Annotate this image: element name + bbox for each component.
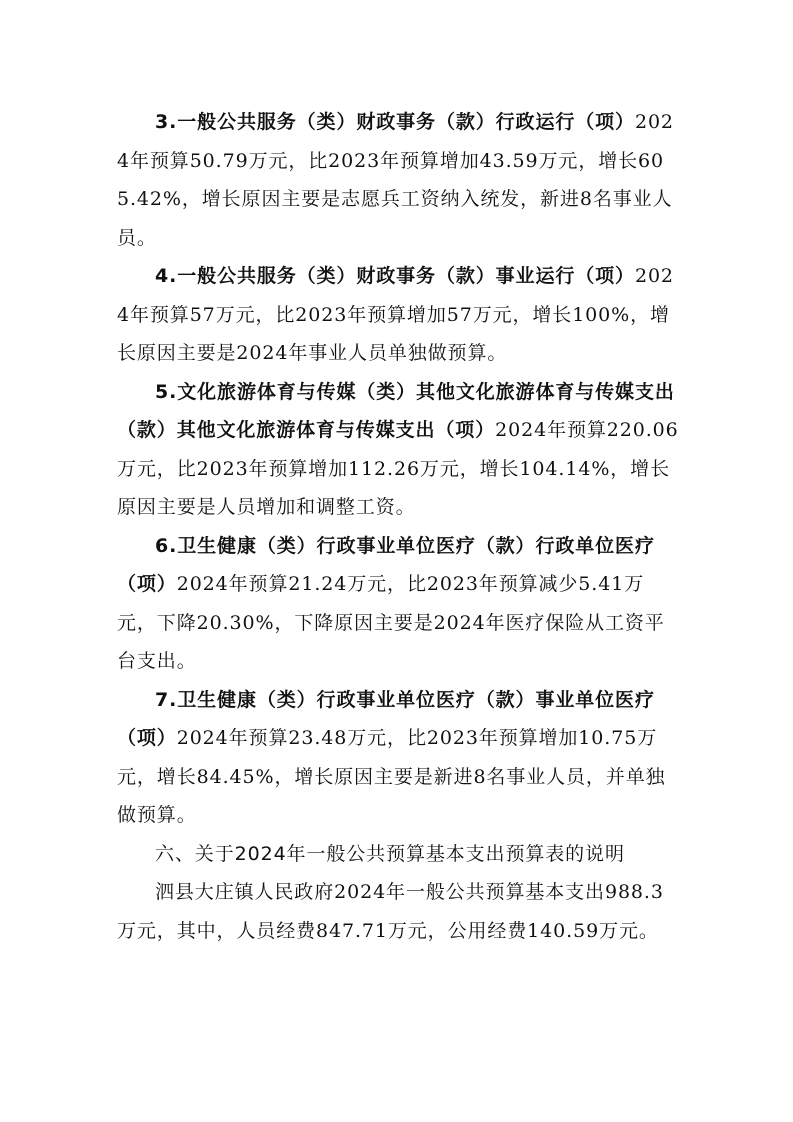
item-text: 2024年预算50.79万元，比2023年预算增加43.59万元，增长605.42%，增长原因主要是志愿兵工资纳入统发，新进8名事业人员。 bbox=[117, 111, 674, 249]
item-heading: 3.一般公共服务（类）财政事务（款）行政运行（项） bbox=[155, 111, 635, 133]
document-body bbox=[117, 103, 683, 950]
section-title: 六、关于2024年一般公共预算基本支出预算表的说明 bbox=[155, 842, 625, 865]
section-text: 泗县大庄镇人民政府2024年一般公共预算基本支出988.3万元，其中，人员经费847.71万元，公用经费140.59万元。 bbox=[117, 881, 664, 942]
item-text: 2024年预算23.48万元，比2023年预算增加10.75万元，增长84.45%，增长原因主要是新进8名事业人员，并单独做预算。 bbox=[117, 727, 666, 826]
item-text: 2024年预算21.24万元，比2023年预算减少5.41万元，下降20.30%，下降原因主要是2024年医疗保险从工资平台支出。 bbox=[117, 573, 665, 672]
budget-item-3 bbox=[117, 103, 683, 257]
budget-item-7 bbox=[117, 681, 683, 835]
item-heading: 6.卫生健康（类）行政事业单位医疗（款）行政单位医疗（项） bbox=[117, 534, 655, 595]
item-text: 2024年预算220.06万元，比2023年预算增加112.26万元，增长104.14%，增长原因主要是人员增加和调整工资。 bbox=[117, 419, 679, 518]
item-heading: 4.一般公共服务（类）财政事务（款）事业运行（项） bbox=[155, 265, 635, 287]
budget-item-4 bbox=[117, 257, 683, 373]
budget-item-5 bbox=[117, 373, 683, 527]
item-text: 2024年预算57万元，比2023年预算增加57万元，增长100%，增长原因主要是2024年事业人员单独做预算。 bbox=[117, 265, 674, 364]
item-heading: 5.文化旅游体育与传媒（类）其他文化旅游体育与传媒支出（款）其他文化旅游体育与传媒支出（项） bbox=[117, 380, 675, 441]
item-heading: 7.卫生健康（类）行政事业单位医疗（款）事业单位医疗（项） bbox=[117, 688, 655, 749]
budget-item-6 bbox=[117, 527, 683, 681]
